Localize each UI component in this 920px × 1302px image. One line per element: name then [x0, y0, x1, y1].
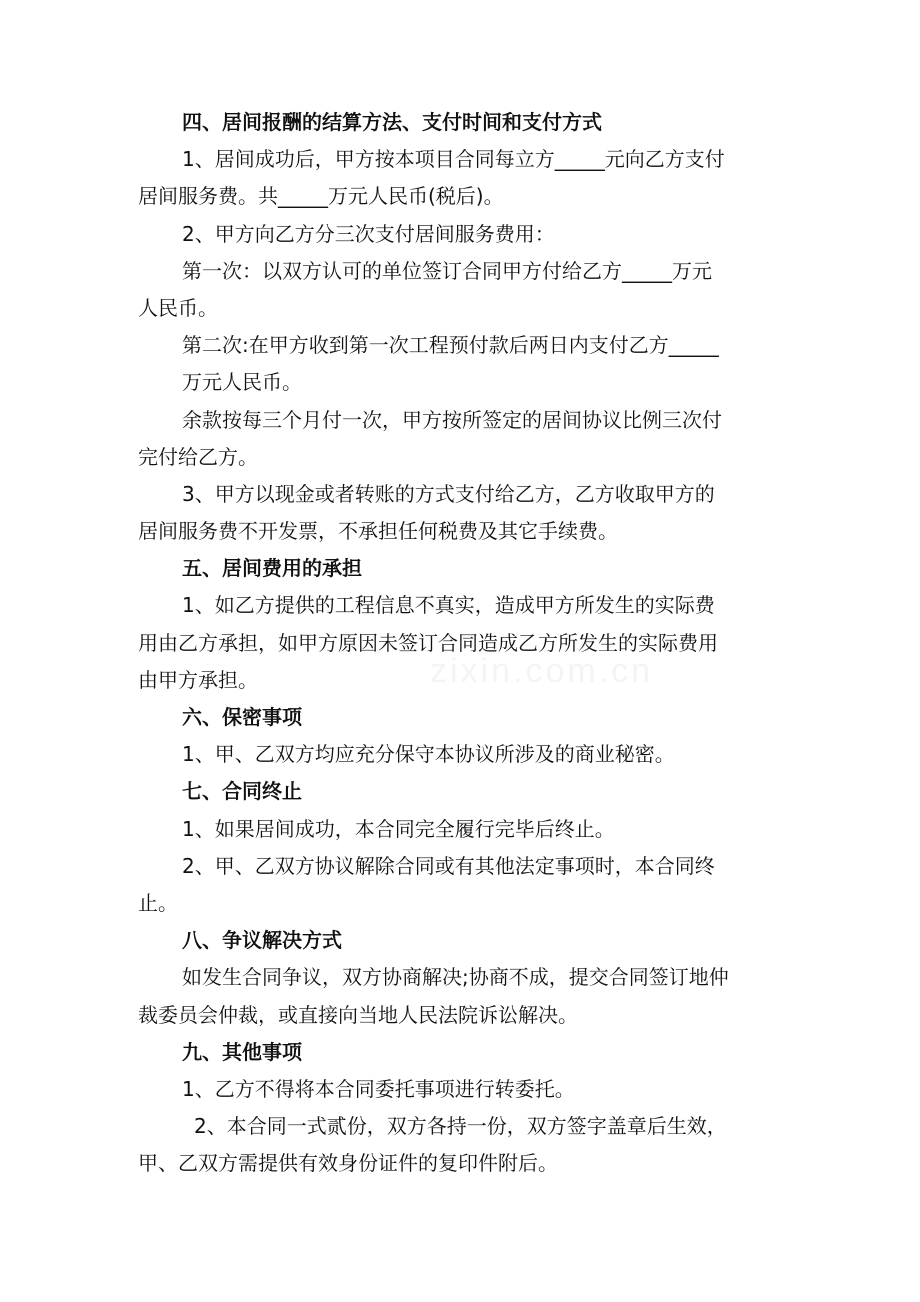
paragraph-line: 由甲方承担。 — [138, 667, 258, 692]
paragraph-line: 第二次:在甲方收到第一次工程预付款后两日内支付乙方_____ — [182, 333, 719, 358]
paragraph-line: 3、甲方以现金或者转账的方式支付给乙方，乙方收取甲方的 — [182, 481, 715, 506]
watermark: zixin.com.cn — [430, 652, 654, 690]
document-body — [138, 104, 760, 1182]
section-heading-8: 八、争议解决方式 — [182, 928, 342, 953]
paragraph-line: 人民币。 — [138, 295, 218, 320]
paragraph-line: 2、甲、乙双方协议解除合同或有其他法定事项时，本合同终 — [182, 853, 715, 878]
paragraph-line: 如发生合同争议，双方协商解决;协商不成，提交合同签订地仲 — [182, 965, 729, 990]
paragraph-line: 1、甲、乙双方均应充分保守本协议所涉及的商业秘密。 — [182, 742, 675, 767]
paragraph-line: 居间服务费。共_____万元人民币(税后)。 — [138, 184, 504, 209]
paragraph-line: 止。 — [138, 890, 178, 915]
paragraph-line: 完付给乙方。 — [138, 444, 258, 469]
section-heading-5: 五、居间费用的承担 — [182, 556, 362, 581]
paragraph-line: 第一次：以双方认可的单位签订合同甲方付给乙方_____万元 — [182, 258, 712, 283]
paragraph-line: 万元人民币。 — [182, 370, 302, 395]
section-heading-7: 七、合同终止 — [182, 779, 302, 804]
paragraph-line: 甲、乙双方需提供有效身份证件的复印件附后。 — [138, 1151, 558, 1176]
paragraph-line: 居间服务费不开发票，不承担任何税费及其它手续费。 — [138, 519, 618, 544]
paragraph-line: 1、居间成功后，甲方按本项目合同每立方_____元向乙方支付 — [182, 147, 725, 172]
paragraph-line: 1、乙方不得将本合同委托事项进行转委托。 — [182, 1076, 575, 1101]
paragraph-line: 1、如乙方提供的工程信息不真实，造成甲方所发生的实际费 — [182, 593, 715, 618]
paragraph-line: 2、本合同一式贰份，双方各持一份，双方签字盖章后生效， — [194, 1114, 727, 1139]
paragraph-line: 1、如果居间成功，本合同完全履行完毕后终止。 — [182, 816, 615, 841]
section-heading-9: 九、其他事项 — [182, 1039, 302, 1064]
paragraph-line: 2、甲方向乙方分三次支付居间服务费用： — [182, 221, 555, 246]
paragraph-line: 用由乙方承担，如甲方原因未签订合同造成乙方所发生的实际费用 — [138, 630, 718, 655]
paragraph-line: 裁委员会仲裁，或直接向当地人民法院诉讼解决。 — [138, 1002, 578, 1027]
section-heading-4: 四、居间报酬的结算方法、支付时间和支付方式 — [182, 110, 602, 134]
paragraph-line: 余款按每三个月付一次，甲方按所签定的居间协议比例三次付 — [182, 407, 722, 432]
section-heading-6: 六、保密事项 — [182, 705, 302, 729]
